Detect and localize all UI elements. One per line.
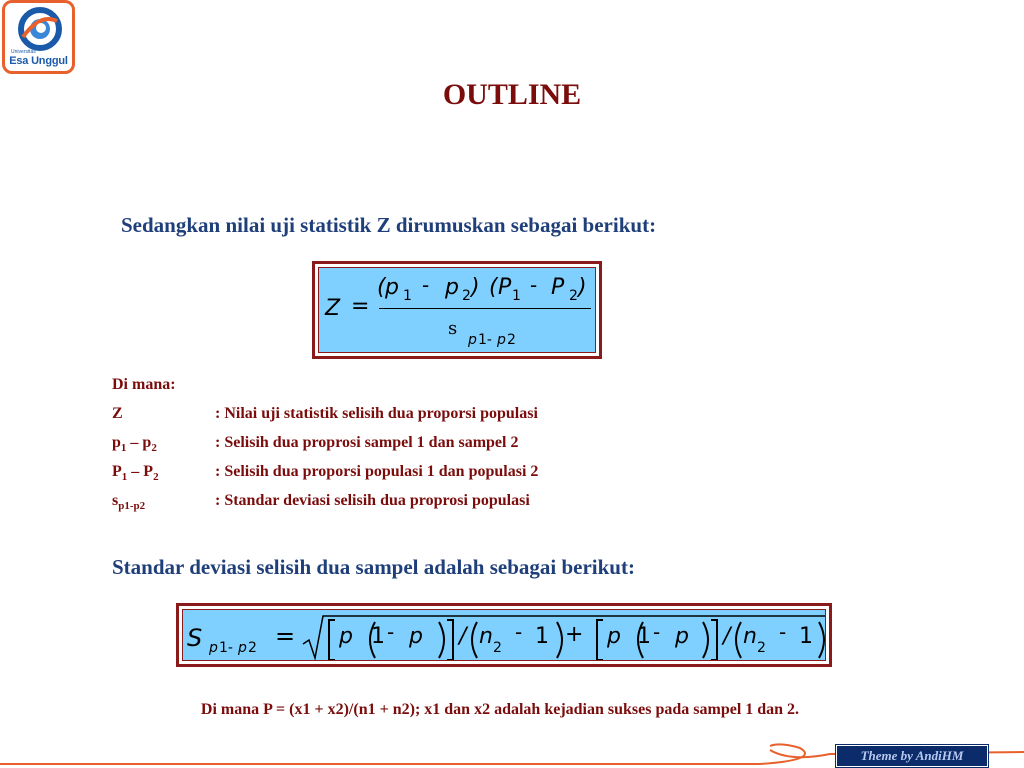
- term-p2: p: [607, 624, 621, 649]
- sd-intro-text: Standar deviasi selisih dua sampel adalah sebagai berikut:: [112, 555, 635, 579]
- term-minus-3: -: [653, 620, 661, 644]
- fraction-bar: [379, 308, 591, 309]
- s-sub-2: 2: [248, 640, 257, 656]
- num-open-paren-1: (: [377, 275, 386, 300]
- plus-sign: +: [565, 622, 584, 647]
- definition-symbol: $s_{p1-p2}$: [112, 492, 146, 513]
- term-minus-1: -: [387, 620, 395, 644]
- s-sub-1minus: 1-: [219, 640, 233, 656]
- num-sub-1: 1: [403, 288, 412, 304]
- definition-row: [112, 463, 539, 492]
- s-sub-p2: p: [238, 640, 247, 656]
- term-one-2: 1: [535, 624, 549, 649]
- z-formula: [318, 267, 596, 353]
- num-close-paren-2: ): [578, 275, 587, 300]
- z-formula-box: [312, 261, 602, 359]
- z-symbol: Z: [325, 296, 341, 321]
- num-p1: p: [385, 275, 399, 300]
- num-p2: p: [445, 275, 459, 300]
- definition-symbol: $p_1 - p_2$: [112, 434, 157, 455]
- term-p1b: p: [409, 624, 423, 649]
- equals-sign: =: [275, 622, 296, 650]
- s-formula: [182, 609, 826, 661]
- slash-2: /: [723, 624, 731, 649]
- num-minus-2: -: [530, 273, 538, 297]
- term-one-1: 1: [371, 624, 385, 649]
- num-minus-1: -: [422, 273, 430, 297]
- definitions: [112, 376, 539, 521]
- num-sub-P2: 2: [569, 288, 578, 304]
- page-title: OUTLINE: [442, 78, 582, 111]
- definition-desc: : Selisih dua proporsi populasi 1 dan populasi 2: [215, 463, 539, 480]
- num-sub-2: 2: [462, 288, 471, 304]
- definition-desc: : Selisih dua proprosi sampel 1 dan sampel 2: [215, 434, 519, 451]
- logo-small-text: Universitas: [11, 49, 36, 55]
- definition-row: [112, 405, 538, 434]
- num-close-paren-1: ): [471, 275, 480, 300]
- intro-text: Sedangkan nilai uji statistik Z dirumuskan sebagai berikut:: [121, 213, 657, 237]
- slash-1: /: [459, 624, 467, 649]
- s-symbol: S: [187, 624, 203, 652]
- term-p2b: p: [675, 624, 689, 649]
- term-minus-4: -: [779, 620, 787, 644]
- den-sub-2: 2: [507, 332, 516, 348]
- num-P2: P: [551, 275, 565, 300]
- term-p1: p: [339, 624, 353, 649]
- definition-row: [112, 434, 519, 463]
- equals-sign: =: [351, 294, 370, 319]
- term-minus-2: -: [515, 620, 523, 644]
- university-logo: [2, 0, 75, 74]
- term-n2-sub: 2: [757, 640, 766, 656]
- term-n1: n: [479, 624, 493, 649]
- num-P1: P: [498, 275, 512, 300]
- note-text: Di mana P = (x1 + x2)/(n1 + n2); x1 dan x2 adalah kejadian sukses pada sampel 1 dan 2.: [200, 701, 800, 718]
- definition-desc: : Nilai uji statistik selisih dua proporsi populasi: [215, 405, 538, 422]
- term-n2: n: [743, 624, 757, 649]
- num-sub-P1: 1: [512, 288, 521, 304]
- definitions-heading: Di mana:: [112, 376, 176, 393]
- term-one-3: 1: [637, 624, 651, 649]
- s-sub-p1: p: [209, 640, 218, 656]
- definition-row: [112, 492, 530, 521]
- definition-symbol: $P_1 - P_2$: [112, 463, 159, 484]
- den-sub-1minus: 1-: [478, 332, 492, 348]
- den-sub-p: p: [468, 332, 477, 348]
- den-sub-p2: p: [497, 332, 506, 348]
- logo-swirl-icon: [17, 7, 63, 51]
- num-open-paren-2: (: [489, 275, 498, 300]
- term-one-4: 1: [799, 624, 813, 649]
- den-sigma: s: [448, 318, 458, 339]
- s-formula-box: [176, 603, 832, 667]
- definition-desc: : Standar deviasi selisih dua proprosi populasi: [215, 492, 530, 509]
- definition-symbol: Z: [112, 405, 123, 422]
- logo-text: Esa Unggul: [9, 55, 68, 67]
- term-n1-sub: 2: [493, 640, 502, 656]
- theme-badge: Theme by AndiHM: [836, 745, 988, 767]
